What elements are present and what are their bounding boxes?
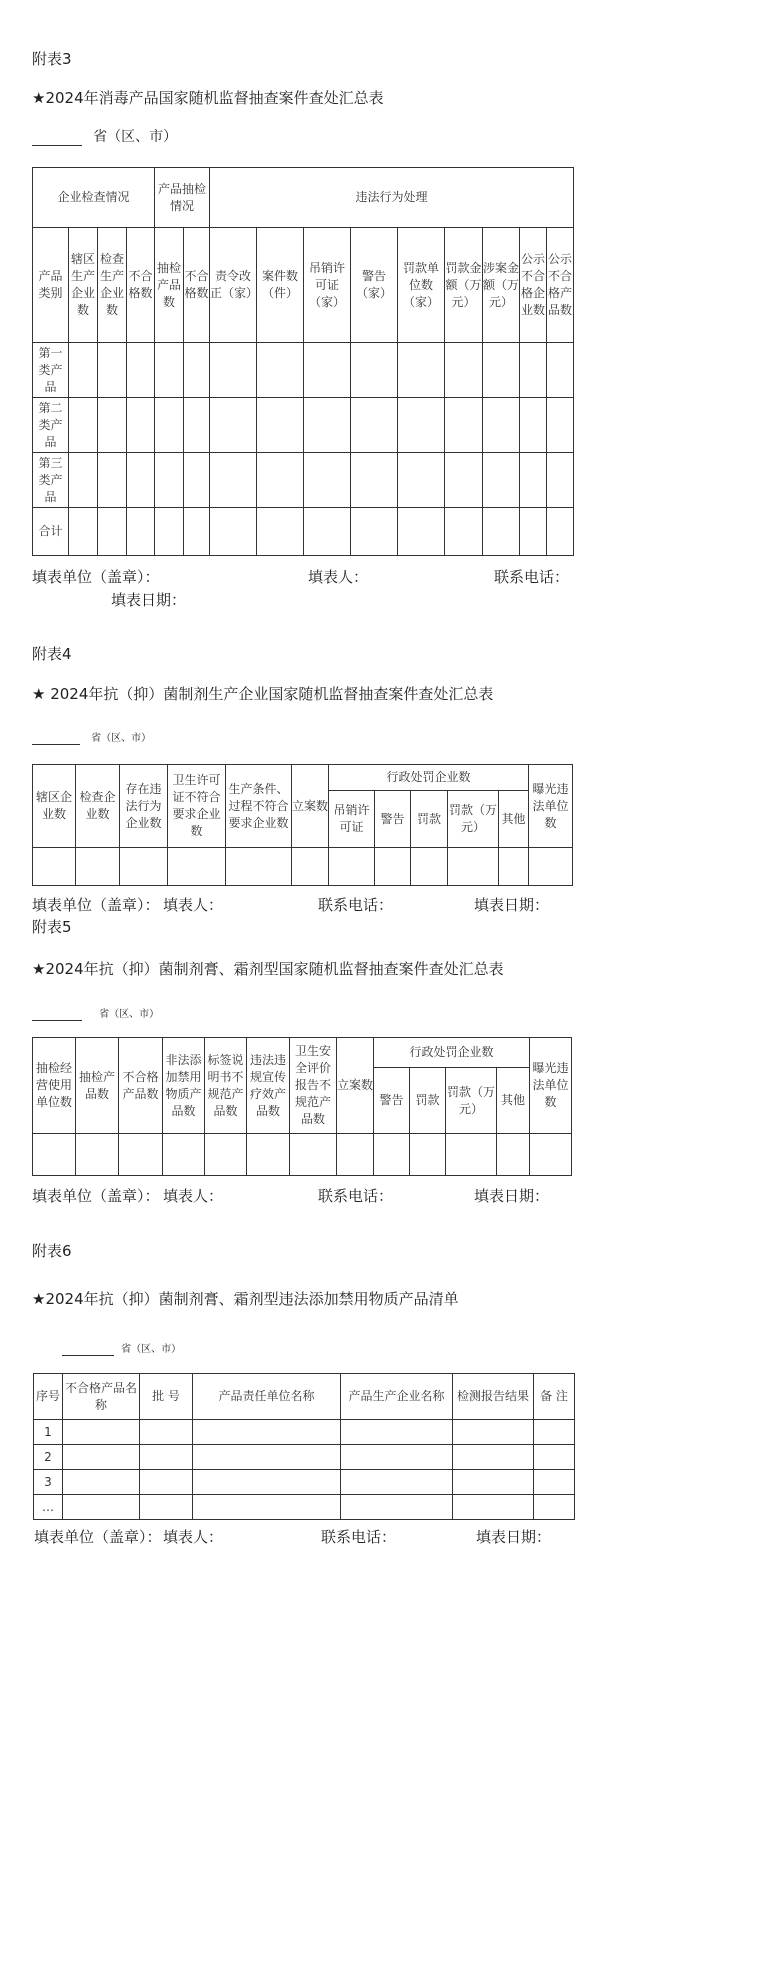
t6-heading: 附表6 — [32, 1242, 72, 1260]
t3-col-header: 涉案金额（万元） — [483, 228, 520, 343]
t3-cell[interactable] — [445, 453, 483, 508]
t6-cell[interactable] — [193, 1470, 341, 1495]
t4-cell[interactable] — [329, 848, 375, 886]
t3-cell[interactable] — [127, 343, 155, 398]
t3-cell[interactable] — [520, 343, 547, 398]
t3-cell[interactable] — [155, 453, 184, 508]
t3-cell[interactable] — [398, 453, 445, 508]
t4-province-row — [32, 726, 151, 745]
t3-cell[interactable] — [483, 398, 520, 453]
t5-cell[interactable] — [119, 1134, 163, 1176]
t6-cell[interactable] — [193, 1420, 341, 1445]
t3-group-enterprise: 企业检查情况 — [33, 168, 155, 228]
t3-col-header: 罚款金额（万元） — [445, 228, 483, 343]
t3-cell[interactable] — [398, 398, 445, 453]
t3-cell[interactable] — [210, 508, 257, 556]
t4-footer-phone: 联系电话： — [318, 896, 394, 914]
t3-cell[interactable] — [98, 453, 127, 508]
t5-footer-phone: 联系电话： — [318, 1187, 394, 1205]
t4-col-header: 卫生许可证不符合要求企业数 — [168, 765, 226, 848]
t5-cell[interactable] — [374, 1134, 410, 1176]
t3-col-header: 警告（家） — [351, 228, 398, 343]
t5-subcol-header: 罚款 — [410, 1068, 446, 1134]
t3-cell[interactable] — [547, 343, 574, 398]
t3-col-header: 吊销许可证（家） — [304, 228, 351, 343]
t6-footer-person: 填表人： — [163, 1528, 224, 1546]
t6-row-index: 1 — [34, 1420, 63, 1445]
t6-table — [33, 1373, 575, 1520]
t5-col-header: 抽检经营使用单位数 — [33, 1038, 76, 1134]
t4-col-header: 曝光违法单位数 — [529, 765, 573, 848]
t3-cell[interactable] — [69, 508, 98, 556]
t3-col-header: 不合格数 — [184, 228, 210, 343]
t4-cell[interactable] — [120, 848, 168, 886]
t5-group-penalty: 行政处罚企业数 — [374, 1038, 530, 1068]
t3-province-blank[interactable] — [32, 130, 82, 146]
t6-cell[interactable] — [140, 1495, 193, 1520]
t5-col-header: 曝光违法单位数 — [530, 1038, 572, 1134]
t6-row-index: 3 — [34, 1470, 63, 1495]
t6-cell[interactable] — [341, 1420, 453, 1445]
t4-cell[interactable] — [529, 848, 573, 886]
t5-cell[interactable] — [205, 1134, 247, 1176]
t4-footer-person: 填表人： — [163, 896, 224, 914]
t3-cell[interactable] — [257, 453, 304, 508]
t3-cell[interactable] — [184, 453, 210, 508]
t3-row-label: 第三类产品 — [33, 453, 69, 508]
t4-subcol-header: 吊销许可证 — [329, 791, 375, 848]
t6-cell[interactable] — [341, 1495, 453, 1520]
t3-cell[interactable] — [184, 343, 210, 398]
t5-col-header: 抽检产品数 — [76, 1038, 119, 1134]
t4-province-blank[interactable] — [32, 729, 80, 745]
t3-group-violation: 违法行为处理 — [210, 168, 574, 228]
t6-cell[interactable] — [140, 1420, 193, 1445]
t6-footer-date: 填表日期： — [476, 1528, 552, 1546]
t6-cell[interactable] — [453, 1495, 534, 1520]
t3-cell[interactable] — [483, 453, 520, 508]
t5-cell[interactable] — [247, 1134, 290, 1176]
t5-cell[interactable] — [497, 1134, 530, 1176]
t5-footer-person: 填表人： — [163, 1187, 224, 1205]
t3-row-label: 第二类产品 — [33, 398, 69, 453]
table-row — [33, 508, 574, 556]
t3-cell[interactable] — [210, 343, 257, 398]
t3-cell[interactable] — [520, 508, 547, 556]
t5-cell[interactable] — [163, 1134, 205, 1176]
t3-cell[interactable] — [351, 508, 398, 556]
t3-cell[interactable] — [69, 398, 98, 453]
t3-cell[interactable] — [547, 508, 574, 556]
t3-cell[interactable] — [184, 398, 210, 453]
t3-cell[interactable] — [98, 343, 127, 398]
t4-col-header: 生产条件、过程不符合要求企业数 — [226, 765, 292, 848]
t3-cell[interactable] — [351, 343, 398, 398]
t4-cell[interactable] — [292, 848, 329, 886]
t4-cell[interactable] — [76, 848, 120, 886]
t5-heading: 附表5 — [32, 918, 72, 936]
t6-cell[interactable] — [534, 1495, 575, 1520]
t3-cell[interactable] — [520, 453, 547, 508]
t6-cell[interactable] — [453, 1420, 534, 1445]
t4-cell[interactable] — [168, 848, 226, 886]
t6-row-index: … — [34, 1495, 63, 1520]
t3-col-header: 公示不合格产品数 — [547, 228, 574, 343]
t4-cell[interactable] — [226, 848, 292, 886]
t3-footer-date: 填表日期： — [111, 591, 187, 609]
t5-col-header: 违法违规宣传疗效产品数 — [247, 1038, 290, 1134]
t6-col-header: 不合格产品名称 — [63, 1374, 140, 1420]
t3-col-header: 责令改正（家） — [210, 228, 257, 343]
t3-col-header: 辖区生产企业数 — [69, 228, 98, 343]
t3-cell[interactable] — [210, 398, 257, 453]
t5-subcol-header: 其他 — [497, 1068, 530, 1134]
t4-col-header: 立案数 — [292, 765, 329, 848]
t5-title: ★2024年抗（抑）菌制剂膏、霜剂型国家随机监督抽查案件查处汇总表 — [32, 960, 504, 978]
t4-subcol-header: 警告 — [375, 791, 411, 848]
t5-col-header: 卫生安全评价报告不规范产品数 — [290, 1038, 337, 1134]
t6-cell[interactable] — [453, 1470, 534, 1495]
t4-subcol-header: 其他 — [499, 791, 529, 848]
t6-col-header: 检测报告结果 — [453, 1374, 534, 1420]
t6-province-row — [62, 1337, 181, 1356]
t6-cell[interactable] — [534, 1420, 575, 1445]
t3-cell[interactable] — [445, 398, 483, 453]
t4-cell[interactable] — [448, 848, 499, 886]
t3-row-label: 第一类产品 — [33, 343, 69, 398]
t5-cell[interactable] — [290, 1134, 337, 1176]
t3-heading: 附表3 — [32, 50, 72, 68]
t3-col-header: 罚款单位数（家） — [398, 228, 445, 343]
t3-cell[interactable] — [398, 343, 445, 398]
table-row — [33, 1134, 572, 1176]
t3-cell[interactable] — [257, 398, 304, 453]
t4-subcol-header: 罚款（万元） — [448, 791, 499, 848]
t3-cell[interactable] — [210, 453, 257, 508]
table-row — [34, 1495, 575, 1520]
t5-cell[interactable] — [337, 1134, 374, 1176]
t4-title: ★ 2024年抗（抑）菌制剂生产企业国家随机监督抽查案件查处汇总表 — [32, 685, 494, 703]
t6-col-header: 产品生产企业名称 — [341, 1374, 453, 1420]
t4-footer-unit: 填表单位（盖章）： — [32, 896, 160, 914]
table-row — [34, 1420, 575, 1445]
t4-province-label: 省（区、市） — [91, 733, 152, 744]
t5-footer-unit: 填表单位（盖章）： — [32, 1187, 160, 1205]
t3-col-header: 不合格数 — [127, 228, 155, 343]
t6-col-header: 批 号 — [140, 1374, 193, 1420]
t3-cell[interactable] — [483, 343, 520, 398]
table-row — [33, 848, 573, 886]
t3-col-header: 产品类别 — [33, 228, 69, 343]
t5-col-header: 立案数 — [337, 1038, 374, 1134]
t6-cell[interactable] — [63, 1495, 140, 1520]
t6-province-label: 省（区、市） — [121, 1344, 182, 1355]
t6-cell[interactable] — [534, 1445, 575, 1470]
t4-cell[interactable] — [411, 848, 448, 886]
t3-cell[interactable] — [304, 508, 351, 556]
t5-province-row — [32, 1002, 159, 1021]
t3-cell[interactable] — [155, 343, 184, 398]
t6-cell[interactable] — [534, 1470, 575, 1495]
t3-cell[interactable] — [351, 453, 398, 508]
t3-col-header: 公示不合格企业数 — [520, 228, 547, 343]
t3-cell[interactable] — [304, 398, 351, 453]
t5-province-blank[interactable] — [32, 1005, 82, 1021]
t5-table — [32, 1037, 572, 1176]
t4-group-penalty: 行政处罚企业数 — [329, 765, 529, 791]
t6-cell[interactable] — [140, 1445, 193, 1470]
t6-cell[interactable] — [453, 1445, 534, 1470]
t4-footer-date: 填表日期： — [474, 896, 550, 914]
t6-title: ★2024年抗（抑）菌制剂膏、霜剂型违法添加禁用物质产品清单 — [32, 1290, 459, 1308]
t3-cell[interactable] — [127, 508, 155, 556]
t3-cell[interactable] — [155, 398, 184, 453]
t6-footer-phone: 联系电话： — [321, 1528, 397, 1546]
t5-subcol-header: 罚款（万元） — [446, 1068, 497, 1134]
t4-col-header: 存在违法行为企业数 — [120, 765, 168, 848]
t3-cell[interactable] — [257, 343, 304, 398]
t5-province-label: 省（区、市） — [99, 1009, 160, 1020]
t4-cell[interactable] — [33, 848, 76, 886]
t3-cell[interactable] — [69, 343, 98, 398]
t3-cell[interactable] — [547, 453, 574, 508]
t4-heading: 附表4 — [32, 645, 72, 663]
t3-cell[interactable] — [155, 508, 184, 556]
t6-row-index: 2 — [34, 1445, 63, 1470]
table-row — [34, 1445, 575, 1470]
t6-province-blank[interactable] — [62, 1340, 114, 1356]
t3-cell[interactable] — [445, 508, 483, 556]
t5-cell[interactable] — [33, 1134, 76, 1176]
t3-footer-phone: 联系电话： — [494, 568, 570, 586]
t3-cell[interactable] — [98, 398, 127, 453]
table-row — [33, 453, 574, 508]
t5-subcol-header: 警告 — [374, 1068, 410, 1134]
t3-footer-unit: 填表单位（盖章）： — [32, 568, 160, 586]
t3-col-header: 检查生产企业数 — [98, 228, 127, 343]
t6-cell[interactable] — [63, 1470, 140, 1495]
t5-footer-date: 填表日期： — [474, 1187, 550, 1205]
t6-cell[interactable] — [193, 1495, 341, 1520]
t5-col-header: 非法添加禁用物质产品数 — [163, 1038, 205, 1134]
t3-cell[interactable] — [98, 508, 127, 556]
t5-cell[interactable] — [530, 1134, 572, 1176]
t6-cell[interactable] — [63, 1420, 140, 1445]
t6-footer-unit: 填表单位（盖章）： — [34, 1528, 162, 1546]
t4-col-header: 检查企业数 — [76, 765, 120, 848]
t3-province-label: 省（区、市） — [93, 129, 178, 145]
t3-cell[interactable] — [127, 398, 155, 453]
t3-cell[interactable] — [547, 398, 574, 453]
t3-cell[interactable] — [69, 453, 98, 508]
t5-cell[interactable] — [446, 1134, 497, 1176]
t3-row-label: 合计 — [33, 508, 69, 556]
t5-cell[interactable] — [410, 1134, 446, 1176]
t3-group-product: 产品抽检情况 — [155, 168, 210, 228]
t3-cell[interactable] — [127, 453, 155, 508]
table-row — [34, 1470, 575, 1495]
t3-footer-person: 填表人： — [308, 568, 369, 586]
t3-cell[interactable] — [257, 508, 304, 556]
t6-col-header: 产品责任单位名称 — [193, 1374, 341, 1420]
t5-col-header: 标签说明书不规范产品数 — [205, 1038, 247, 1134]
table-row — [33, 343, 574, 398]
t3-col-header: 抽检产品数 — [155, 228, 184, 343]
t6-cell[interactable] — [341, 1445, 453, 1470]
t6-cell[interactable] — [193, 1445, 341, 1470]
t3-cell[interactable] — [483, 508, 520, 556]
t6-cell[interactable] — [63, 1445, 140, 1470]
t3-table — [32, 167, 574, 556]
t6-cell[interactable] — [341, 1470, 453, 1495]
t4-table — [32, 764, 573, 886]
t6-cell[interactable] — [140, 1470, 193, 1495]
t4-col-header: 辖区企业数 — [33, 765, 76, 848]
t3-cell[interactable] — [445, 343, 483, 398]
t3-cell[interactable] — [304, 453, 351, 508]
table-row — [33, 398, 574, 453]
t6-col-header: 序号 — [34, 1374, 63, 1420]
t3-cell[interactable] — [304, 343, 351, 398]
t4-cell[interactable] — [499, 848, 529, 886]
t3-cell[interactable] — [184, 508, 210, 556]
t5-col-header: 不合格产品数 — [119, 1038, 163, 1134]
t4-subcol-header: 罚款 — [411, 791, 448, 848]
t3-cell[interactable] — [351, 398, 398, 453]
t3-cell[interactable] — [520, 398, 547, 453]
t4-cell[interactable] — [375, 848, 411, 886]
t5-cell[interactable] — [76, 1134, 119, 1176]
t3-title: ★2024年消毒产品国家随机监督抽查案件查处汇总表 — [32, 89, 384, 107]
t3-cell[interactable] — [398, 508, 445, 556]
t3-col-header: 案件数（件） — [257, 228, 304, 343]
t6-col-header: 备 注 — [534, 1374, 575, 1420]
t3-province-row — [32, 126, 177, 146]
